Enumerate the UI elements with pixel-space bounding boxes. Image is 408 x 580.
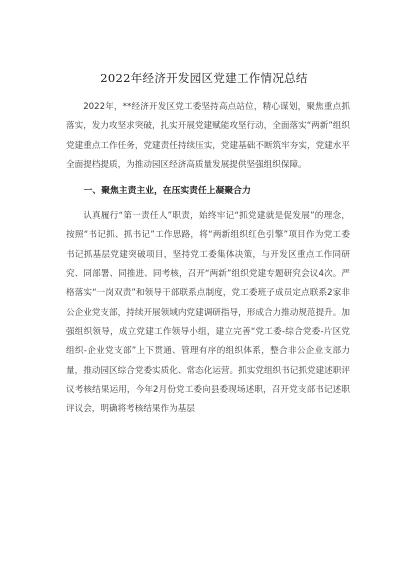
intro-paragraph: 2022年，**经济开发区党工委坚持高点站位，精心谋划，聚焦重点抓落实，发力攻坚求突破，扎实开展党建赋能攻坚行动，全面落实“两新”组织党建重点工作任务，党建责任持续压实，党建基础不断筑牢夯实，党建水平全面提档提质，为推动园区经济高质量发展提供坚强组织保障。	[66, 102, 350, 170]
document-body	[66, 98, 350, 419]
section-paragraph: 认真履行“第一责任人”职责，始终牢记“抓党建就是促发展”的理念，按照“书记抓、抓书记”工作思路，将“两新组织红色引擎”项目作为党工委书记抓基层党建突破项目，坚持党工委集体决策，与开发区重点工作同研究、同部署、同推进、同考核，召开“两新”组织党建专题研究会议4次。严格落实“一岗双责”和领导干部联系点制度，党工委班子成员定点联系2家非公企业党支部，持续开展领域内党建调研指导，形成合力推动规范提升。加强组织领导，成立党建工作领导小组，建立完善“党工委-综合党委-片区党组织-企业党支部”上下贯通、管理有序的组织体系，整合非公企业支部力量，推动园区综合党委实质化、常态化运营。抓实党组织书记抓党建述职评议考核结果运用，今年2月份党工委向县委现场述职，召开党支部书记述职评议会，明确将考核结果作为基层	[66, 211, 350, 415]
document-title: 2022年经济开发园区党建工作情况总结	[100, 71, 308, 85]
section-heading: 一、聚焦主责主业，在压实责任上凝聚合力	[83, 186, 251, 197]
